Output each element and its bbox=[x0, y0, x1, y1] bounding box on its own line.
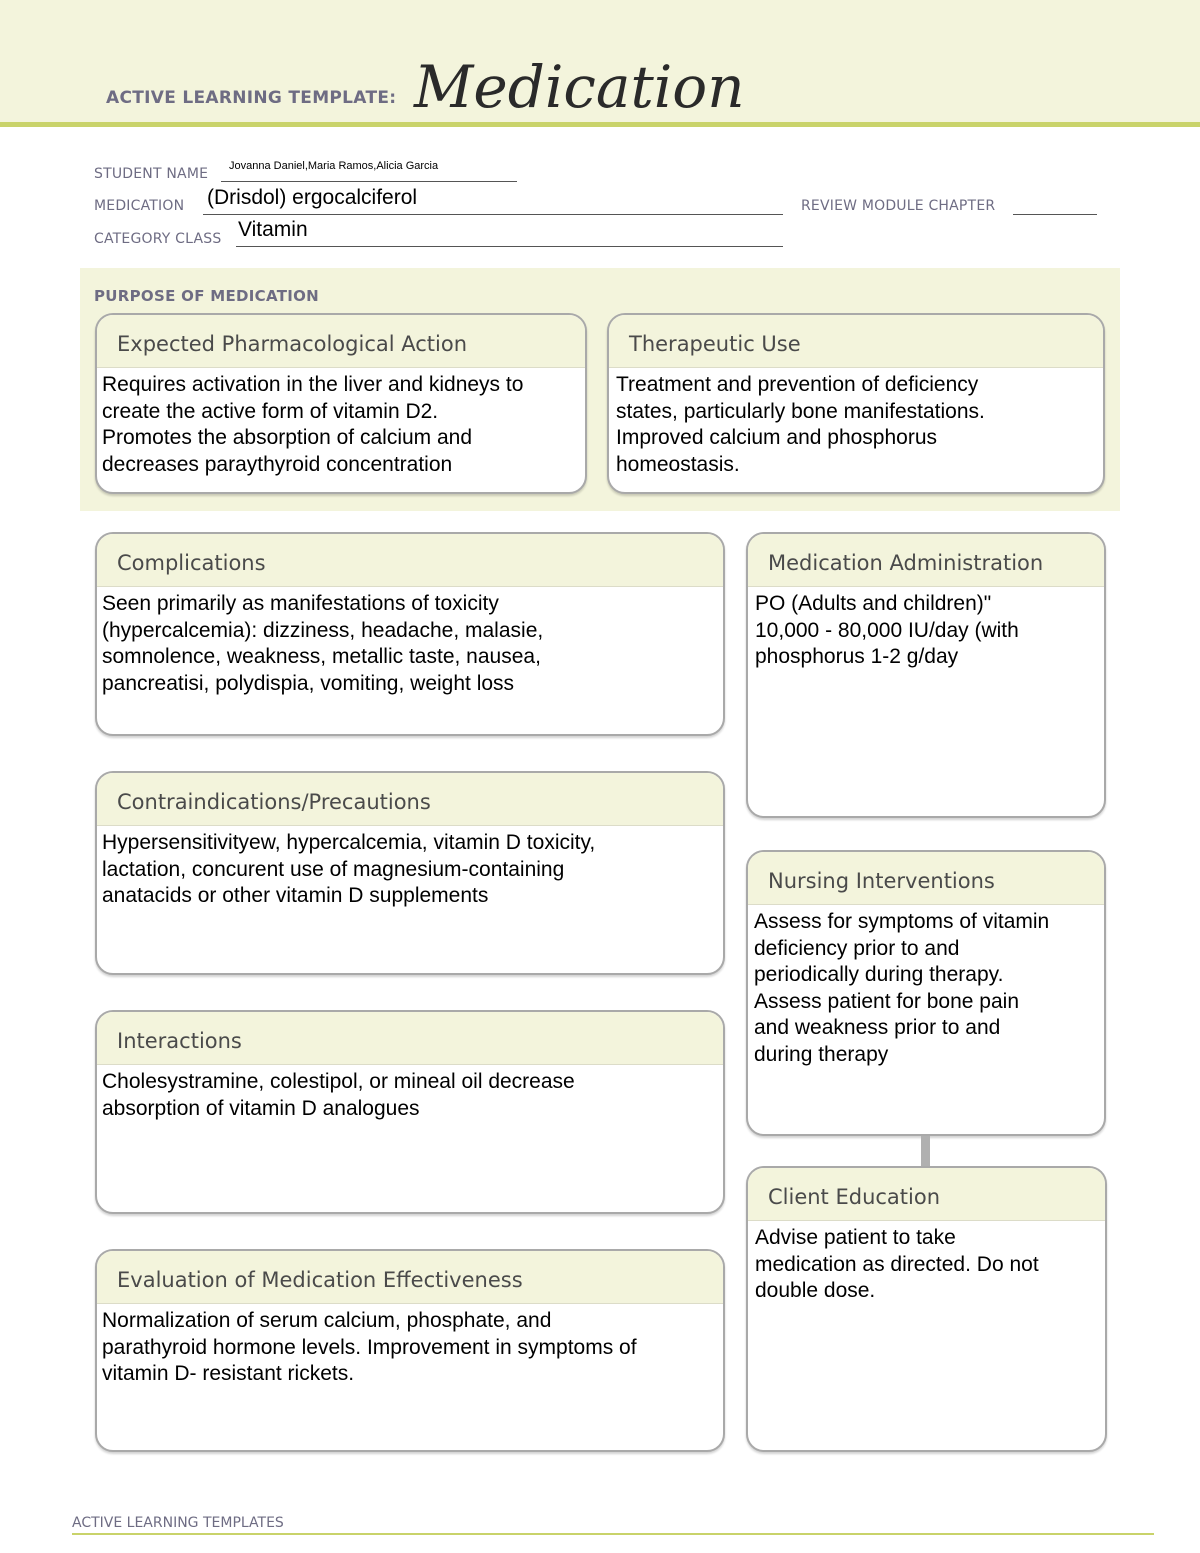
review-module-underline bbox=[1013, 214, 1097, 215]
therapeutic-use-text[interactable]: Treatment and prevention of deficiency states, particularly bone manifestations. Improved calcium and phosphorus homeostasis. bbox=[616, 373, 985, 476]
connector-line bbox=[921, 1136, 930, 1166]
footer-divider bbox=[72, 1533, 1154, 1535]
therapeutic-use-card bbox=[607, 313, 1105, 494]
medication-underline bbox=[203, 214, 783, 215]
client-education-title: Client Education bbox=[748, 1168, 1105, 1221]
header-divider bbox=[0, 122, 1200, 127]
client-education-card bbox=[746, 1166, 1107, 1452]
category-class-label: CATEGORY CLASS bbox=[94, 231, 222, 247]
student-name-field[interactable]: Jovanna Daniel,Maria Ramos,Alicia Garcia bbox=[229, 160, 439, 172]
contraindications-title: Contraindications/Precautions bbox=[97, 773, 723, 826]
expected-action-title: Expected Pharmacological Action bbox=[97, 315, 585, 368]
purpose-label: PURPOSE OF MEDICATION bbox=[94, 287, 320, 305]
page-title: Medication bbox=[414, 53, 745, 121]
expected-action-card bbox=[95, 313, 587, 494]
template-label: ACTIVE LEARNING TEMPLATE: bbox=[106, 88, 397, 108]
nursing-interventions-text[interactable]: Assess for symptoms of vitamin deficiency prior to and periodically during therapy. Assess patient for bone pain and weakness prior to and during therapy bbox=[754, 910, 1050, 1066]
medication-administration-card bbox=[746, 532, 1106, 818]
evaluation-text[interactable]: Normalization of serum calcium, phosphate, and parathyroid hormone levels. Improvement in symptoms of vitamin D- resistant rickets. bbox=[102, 1309, 637, 1385]
interactions-card bbox=[95, 1010, 725, 1214]
evaluation-card bbox=[95, 1249, 725, 1452]
medication-administration-text[interactable]: PO (Adults and children)" 10,000 - 80,000 IU/day (with phosphorus 1-2 g/day bbox=[755, 592, 1019, 668]
therapeutic-use-title: Therapeutic Use bbox=[609, 315, 1103, 368]
medication-field[interactable]: (Drisdol) ergocalciferol bbox=[207, 186, 418, 209]
interactions-title: Interactions bbox=[97, 1012, 723, 1065]
footer-label: ACTIVE LEARNING TEMPLATES bbox=[72, 1515, 284, 1531]
category-class-field[interactable]: Vitamin bbox=[238, 218, 308, 241]
nursing-interventions-card bbox=[746, 850, 1106, 1136]
category-class-underline bbox=[236, 246, 783, 247]
student-name-underline bbox=[221, 181, 517, 182]
medication-label: MEDICATION bbox=[94, 198, 185, 214]
complications-card bbox=[95, 532, 725, 736]
evaluation-title: Evaluation of Medication Effectiveness bbox=[97, 1251, 723, 1304]
student-name-label: STUDENT NAME bbox=[94, 166, 209, 182]
expected-action-text[interactable]: Requires activation in the liver and kidneys to create the active form of vitamin D2. Promotes the absorption of calcium and decreases paraythyroid concentration bbox=[102, 373, 524, 476]
complications-text[interactable]: Seen primarily as manifestations of toxicity (hypercalcemia): dizziness, headache, malasie, somnolence, weakness, metallic taste, nausea, pancreatisi, polydispia, vomiting, weight loss bbox=[102, 592, 544, 695]
client-education-text[interactable]: Advise patient to take medication as directed. Do not double dose. bbox=[755, 1226, 1039, 1302]
complications-title: Complications bbox=[97, 534, 723, 587]
review-module-label: REVIEW MODULE CHAPTER bbox=[801, 198, 996, 214]
contraindications-card bbox=[95, 771, 725, 975]
nursing-interventions-title: Nursing Interventions bbox=[748, 852, 1104, 905]
contraindications-text[interactable]: Hypersensitivityew, hypercalcemia, vitamin D toxicity, lactation, concurent use of magnesium-containing anatacids or other vitamin D supplements bbox=[102, 831, 596, 907]
medication-administration-title: Medication Administration bbox=[748, 534, 1104, 587]
interactions-text[interactable]: Cholesystramine, colestipol, or mineal oil decrease absorption of vitamin D analogues bbox=[102, 1070, 575, 1120]
